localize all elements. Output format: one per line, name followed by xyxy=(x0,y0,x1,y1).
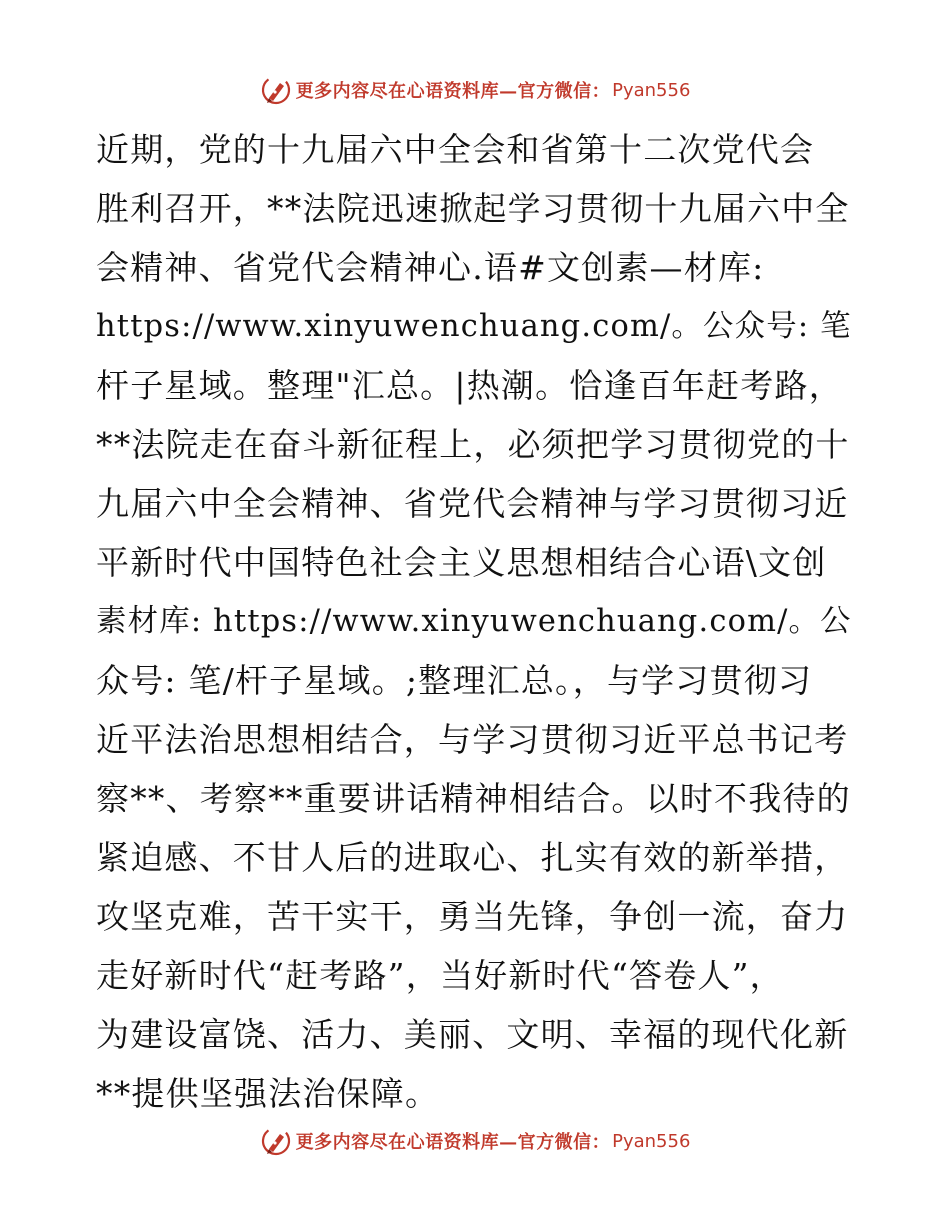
text-line: **法院走在奋斗新征程上，必须把学习贯彻党的十 xyxy=(96,425,850,464)
banner-text: 更多内容尽在心语资料库—官方微信： xyxy=(295,81,611,102)
document-body xyxy=(96,120,856,1123)
pen-logo-icon xyxy=(260,1125,292,1157)
text-line: https://www.xinyuwenchuang.com/。公众号: 笔 xyxy=(96,309,852,344)
text-line: 会精神、省党代会精神心.语#文创素—材库: xyxy=(96,248,765,287)
text-line: 九届六中全会精神、省党代会精神与学习贯彻习近 xyxy=(96,484,849,523)
header-banner xyxy=(0,70,950,110)
text-line: 察**、考察**重要讲话精神相结合。以时不我待的 xyxy=(96,779,851,818)
footer-banner xyxy=(0,1121,950,1161)
text-line: 杆子星域。整理"汇总。|热潮。恰逢百年赶考路， xyxy=(96,366,843,405)
pen-logo-icon xyxy=(260,74,292,106)
banner-contact: Pyan556 xyxy=(612,79,691,101)
banner-contact: Pyan556 xyxy=(612,1130,691,1152)
text-line: 平新时代中国特色社会主义思想相结合心语\文创 xyxy=(96,543,827,582)
text-line: 胜利召开，**法院迅速掀起学习贯彻十九届六中全 xyxy=(96,189,850,228)
text-line: **提供坚强法治保障。 xyxy=(96,1074,440,1113)
text-line: 走好新时代“赶考路”，当好新时代“答卷人”， xyxy=(96,956,784,995)
text-line: 近平法治思想相结合，与学习贯彻习近平总书记考 xyxy=(96,720,849,759)
text-line: 众号: 笔/杆子星域。;整理汇总。，与学习贯彻习 xyxy=(96,661,813,700)
text-line: 攻坚克难，苦干实干，勇当先锋，争创一流，奋力 xyxy=(96,897,849,936)
banner-text: 更多内容尽在心语资料库—官方微信： xyxy=(295,1132,611,1153)
text-line: 素材库: https://www.xinyuwenchuang.com/。公 xyxy=(96,604,852,639)
text-line: 为建设富饶、活力、美丽、文明、幸福的现代化新 xyxy=(96,1015,849,1054)
text-line: 紧迫感、不甘人后的进取心、扎实有效的新举措， xyxy=(96,838,849,877)
text-line: 近期，党的十九届六中全会和省第十二次党代会 xyxy=(96,130,815,169)
